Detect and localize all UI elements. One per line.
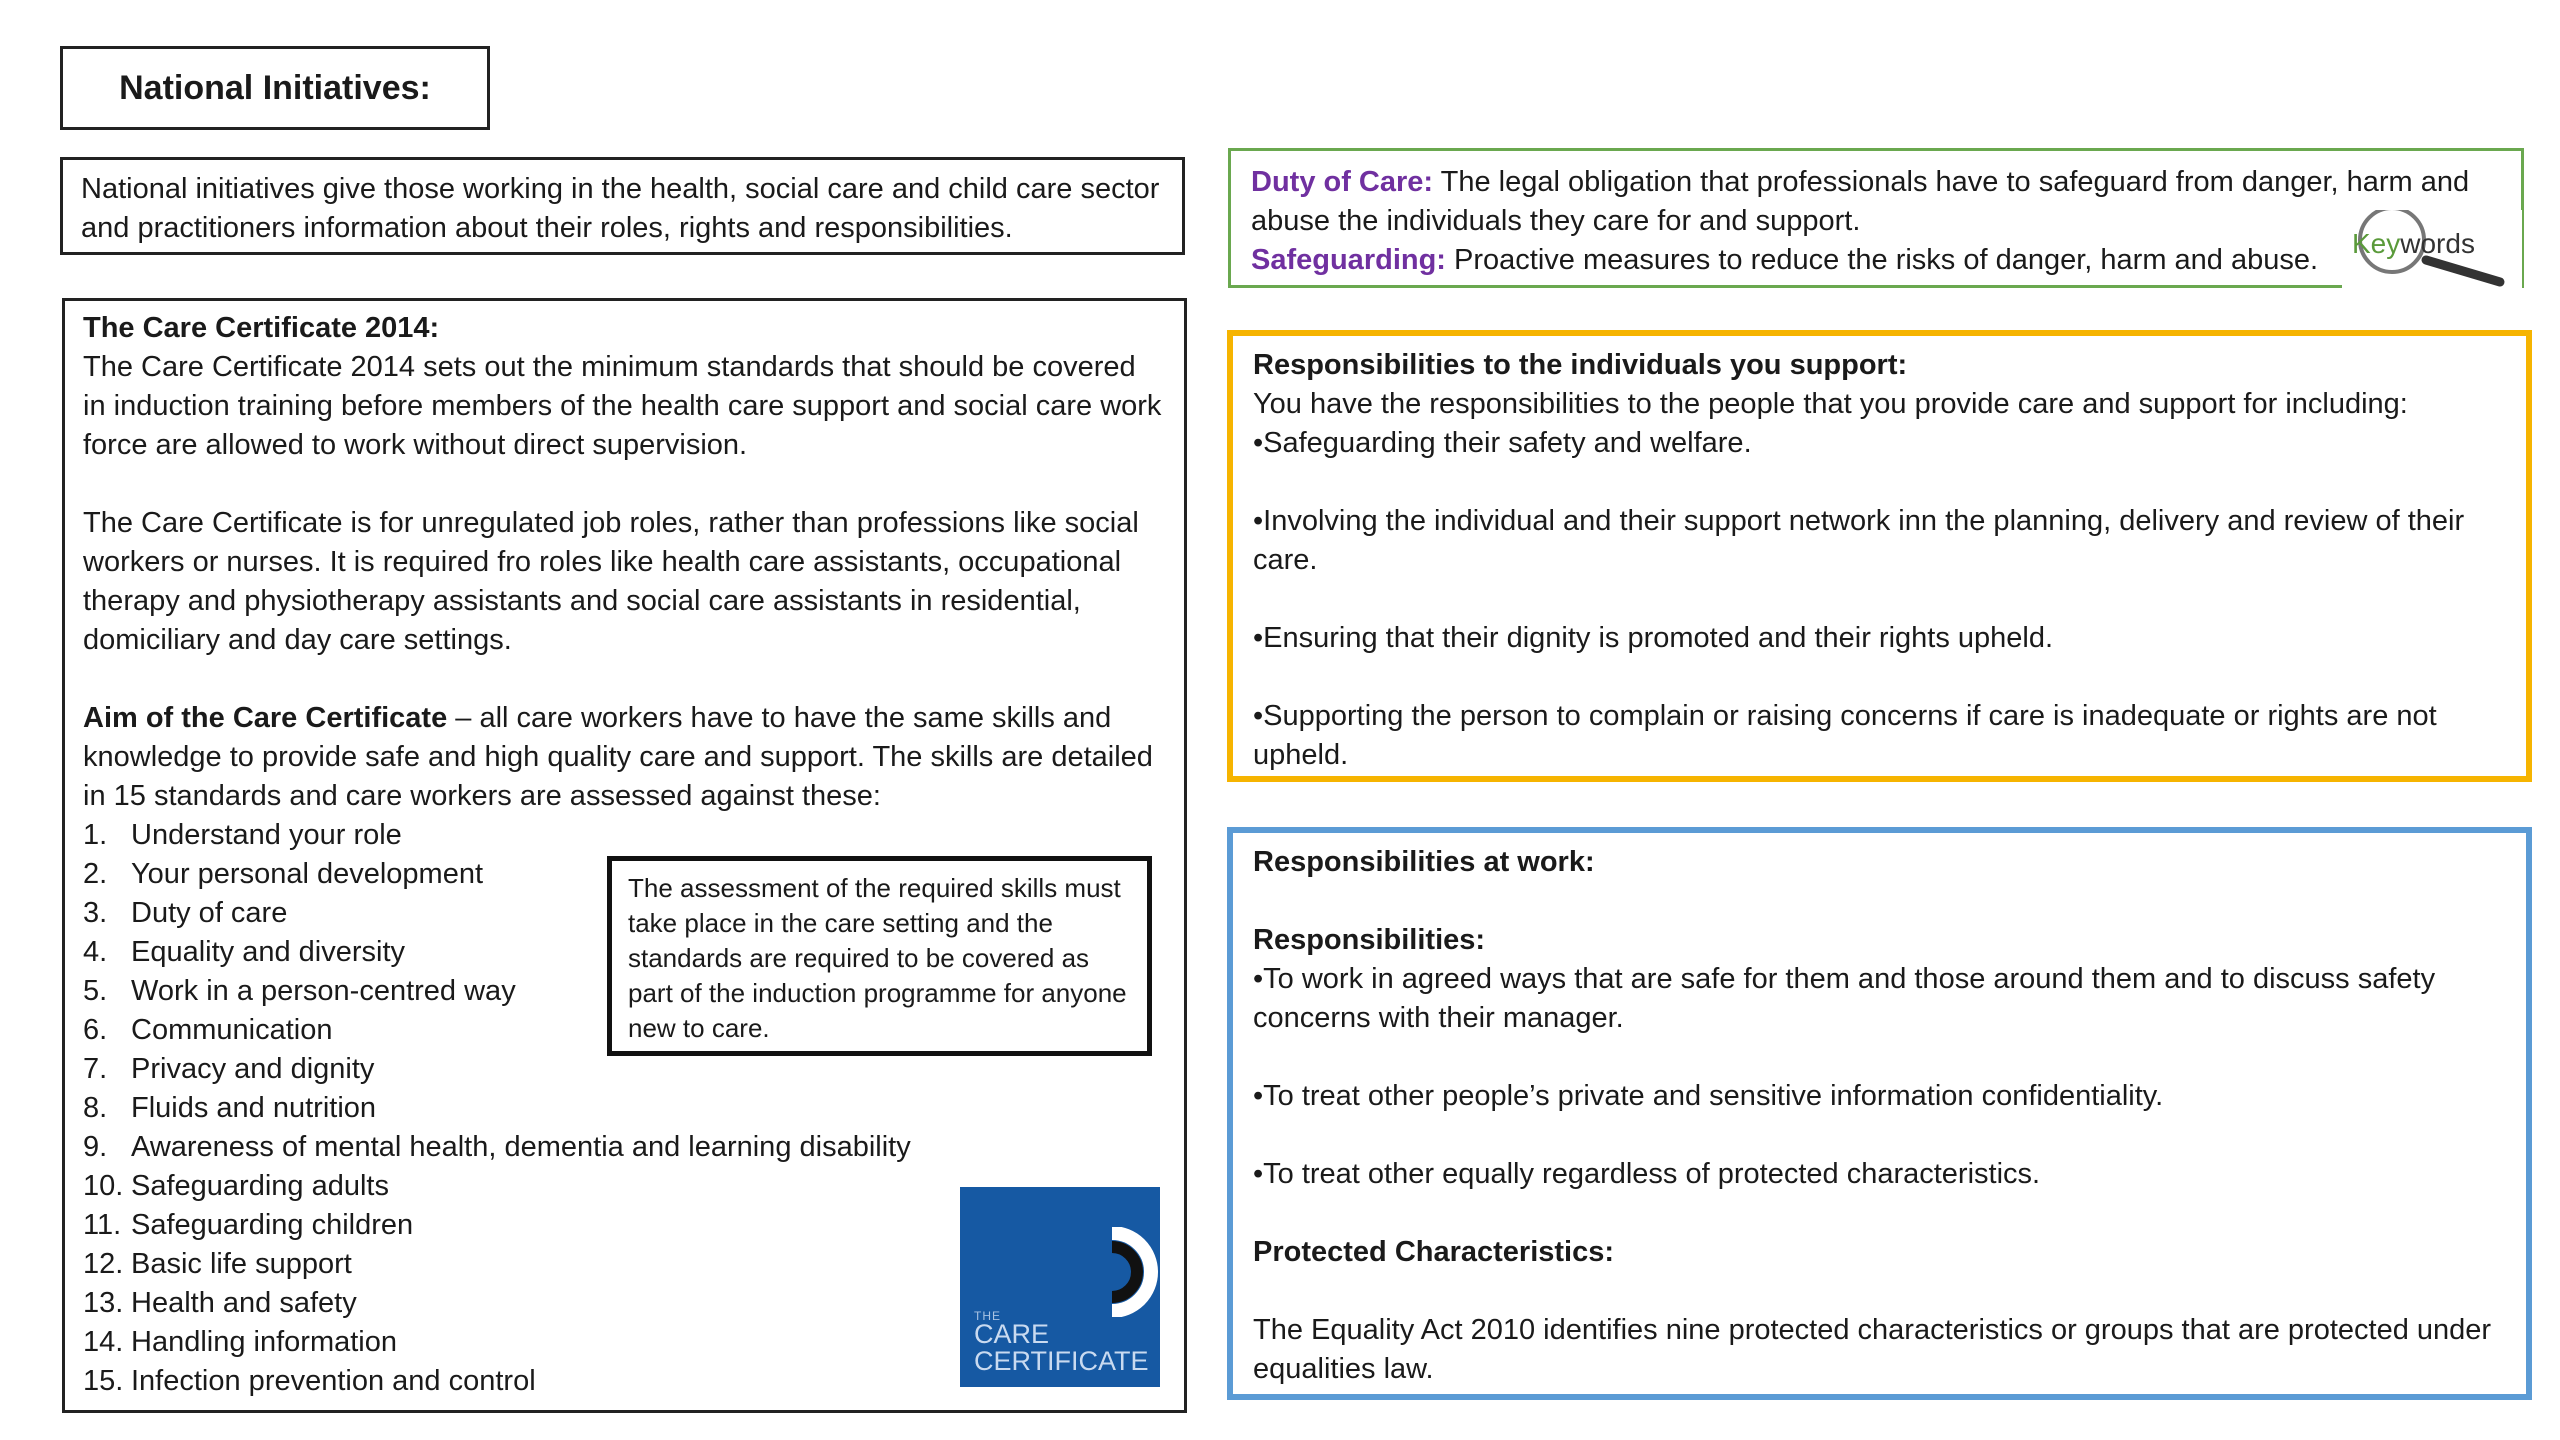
intro-text: National initiatives give those working in the health, social care and child care sector and practitioners information about their roles, rights and responsibilities. <box>60 157 1185 255</box>
duty-of-care-term: Duty of Care: <box>1251 166 1434 198</box>
assessment-note: The assessment of the required skills must take place in the care setting and the standards are required to be covered as part of the induction programme for anyone new to care. <box>607 856 1152 1056</box>
protected-characteristics-heading: Protected Characteristics: <box>1253 1236 1615 1268</box>
logo-text: CARE CERTIFICATE <box>974 1319 1149 1376</box>
duty-of-care-definition: Duty of Care: The legal obligation that professionals have to safeguard from danger, harm and abuse the individuals they care for and support. <box>1251 166 2470 237</box>
list-item: 8. Fluids and nutrition <box>83 1092 377 1124</box>
care-certificate-para2: The Care Certificate is for unregulated job roles, rather than professions like social workers or nurses. It is required fro roles like health care assistants, occupational therapy and physiotherapy assistants and social care assistants in residential, domiciliary and day care settings. <box>83 507 1139 656</box>
list-item: •To treat other equally regardless of protected characteristics. <box>1253 1158 2041 1190</box>
care-certificate-aim <box>83 699 1166 816</box>
aim-label: Aim of the Care Certificate <box>83 702 448 734</box>
list-item: •To treat other people’s private and sensitive information confidentiality. <box>1253 1080 2164 1112</box>
list-item: 10. Safeguarding adults <box>83 1170 389 1202</box>
list-item: •To work in agreed ways that are safe for them and those around them and to discuss safety concerns with their manager. <box>1253 963 2436 1034</box>
page-title: National Initiatives: <box>60 46 490 130</box>
list-item: 13. Health and safety <box>83 1287 357 1319</box>
responsibilities-individuals-intro: You have the responsibilities to the people that you provide care and support for including: <box>1253 388 2408 420</box>
keywords-panel <box>1228 148 2524 288</box>
safeguarding-definition: Safeguarding: Proactive measures to reduce the risks of danger, harm and abuse. <box>1251 244 2319 276</box>
safeguarding-term: Safeguarding: <box>1251 244 1446 276</box>
list-item: 9. Awareness of mental health, dementia and learning disability <box>83 1131 911 1163</box>
responsibilities-work-heading: Responsibilities at work: <box>1253 846 1595 878</box>
list-item: 5. Work in a person-centred way <box>83 975 516 1007</box>
list-item: •Supporting the person to complain or raising concerns if care is inadequate or rights are not upheld. <box>1253 700 2437 771</box>
list-item: 1. Understand your role <box>83 819 402 851</box>
care-certificate-logo <box>960 1187 1160 1387</box>
list-item: 6. Communication <box>83 1014 333 1046</box>
list-item: 2. Your personal development <box>83 858 484 890</box>
list-item: 15. Infection prevention and control <box>83 1365 536 1397</box>
responsibilities-individuals-heading: Responsibilities to the individuals you support: <box>1253 349 1908 381</box>
list-item: 11. Safeguarding children <box>83 1209 414 1241</box>
logo-small-text: THE <box>974 1309 1001 1323</box>
protected-characteristics-text: The Equality Act 2010 identifies nine protected characteristics or groups that are protected under equalities law. <box>1253 1314 2492 1385</box>
list-item: •Safeguarding their safety and welfare. <box>1253 427 1752 459</box>
list-item: •Ensuring that their dignity is promoted and their rights upheld. <box>1253 622 2054 654</box>
list-item: 4. Equality and diversity <box>83 936 406 968</box>
keywords-badge <box>2342 210 2522 290</box>
list-item: 7. Privacy and dignity <box>83 1053 375 1085</box>
list-item: 14. Handling information <box>83 1326 397 1358</box>
list-item: 3. Duty of care <box>83 897 288 929</box>
care-certificate-para1: The Care Certificate 2014 sets out the minimum standards that should be covered in induction training before members of the health care support and social care work force are allowed to work without direct supervision. <box>83 351 1162 461</box>
keywords-badge-text: Keywords <box>2352 228 2475 259</box>
list-item: 12. Basic life support <box>83 1248 352 1280</box>
care-certificate-heading: The Care Certificate 2014: <box>83 312 440 344</box>
responsibilities-subheading: Responsibilities: <box>1253 924 1486 956</box>
aim-text: – all care workers have to have the same skills and knowledge to provide safe and high quality care and support. The skills are detailed in 15 standards and care workers are assessed against these: <box>83 702 1153 812</box>
c-logo-icon <box>1112 1227 1160 1317</box>
list-item: •Involving the individual and their support network inn the planning, delivery and review of their care. <box>1253 505 2465 576</box>
responsibilities-individuals-panel <box>1227 330 2532 782</box>
responsibilities-work-panel <box>1227 827 2532 1400</box>
